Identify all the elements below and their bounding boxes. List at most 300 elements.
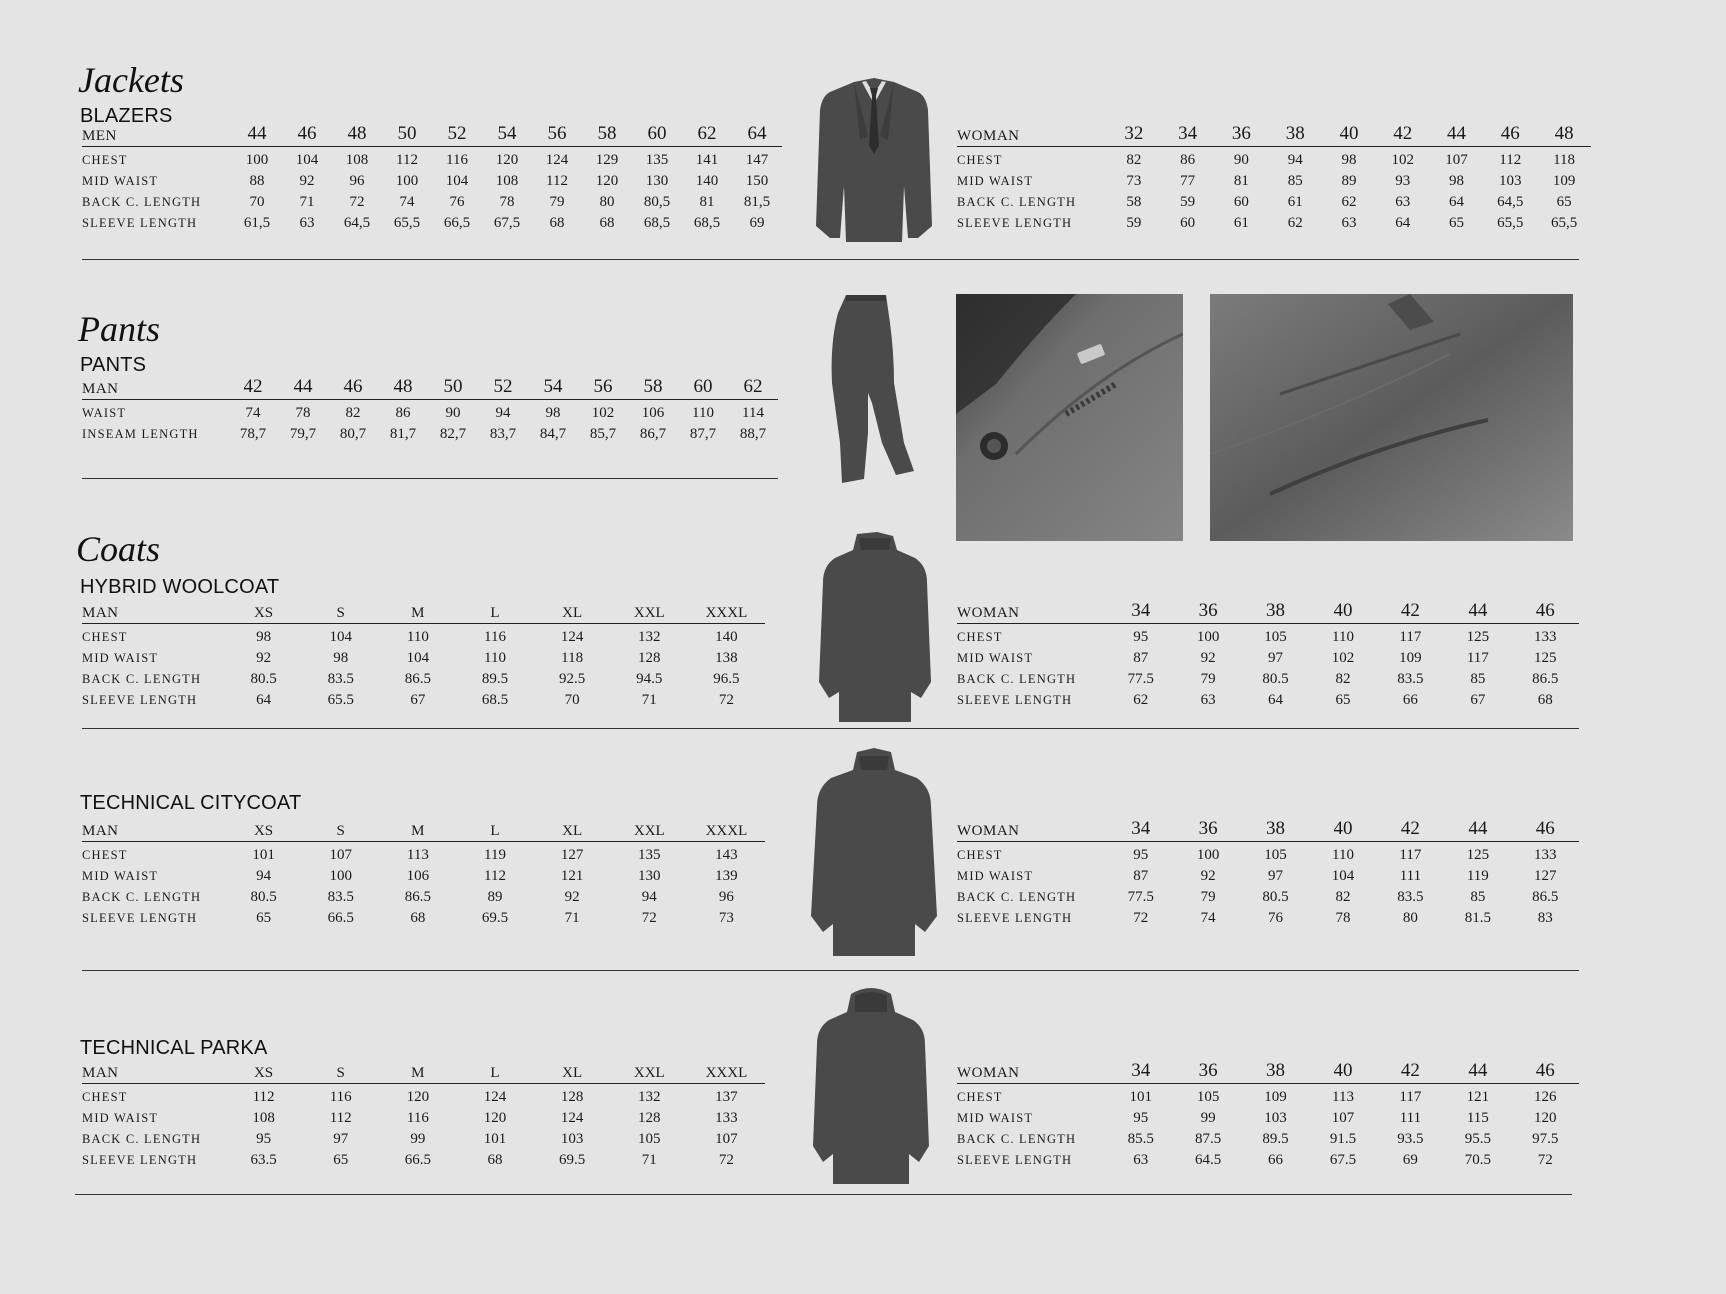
measurement-value: 69.5 xyxy=(481,910,509,926)
size-header-row xyxy=(957,120,1591,147)
gender-label: MAN xyxy=(82,373,228,400)
measurement-value: 104 xyxy=(445,173,469,189)
size-header: 44 xyxy=(1430,120,1484,147)
technical-parka-man-table xyxy=(82,1057,765,1171)
measurement-value: 64.5 xyxy=(1195,1152,1222,1168)
measurement-value: 98 xyxy=(1448,173,1464,189)
measurement-value: 150 xyxy=(745,173,769,189)
size-header: XS xyxy=(225,597,302,624)
measurement-value: 94 xyxy=(495,405,511,421)
measurement-value: 89 xyxy=(487,889,503,905)
measurement-value: 111 xyxy=(1399,868,1422,884)
measurement-value: 103 xyxy=(560,1131,584,1147)
measurement-value: 87 xyxy=(1133,650,1149,666)
measurement-value: 112 xyxy=(1499,152,1522,168)
size-header: 44 xyxy=(232,120,282,147)
measurement-label: BACK C. LENGTH xyxy=(82,890,202,904)
gender-label: WOMAN xyxy=(957,120,1107,147)
measurement-value: 92 xyxy=(299,173,315,189)
measurement-value: 68 xyxy=(599,215,615,231)
measurement-value: 110 xyxy=(692,405,714,421)
measurement-label: SLEEVE LENGTH xyxy=(957,693,1073,707)
measurement-value: 125 xyxy=(1534,650,1557,666)
measurement-value: 68 xyxy=(1537,692,1553,708)
measurement-label: BACK C. LENGTH xyxy=(82,672,202,686)
measurement-value: 99 xyxy=(1200,1110,1216,1126)
measurement-value: 69.5 xyxy=(559,1152,586,1168)
measurement-value: 118 xyxy=(561,650,584,666)
measurement-value: 141 xyxy=(695,152,719,168)
measurement-value: 135 xyxy=(645,152,669,168)
measurement-row xyxy=(82,1108,765,1129)
pants-icon xyxy=(828,293,916,483)
measurement-value: 86.5 xyxy=(404,889,431,905)
measurement-value: 92 xyxy=(564,889,580,905)
measurement-value: 87.5 xyxy=(1195,1131,1222,1147)
divider xyxy=(82,728,1579,729)
measurement-value: 104 xyxy=(329,629,352,645)
measurement-value: 128 xyxy=(560,1089,584,1105)
size-header: 34 xyxy=(1107,815,1174,842)
measurement-value: 127 xyxy=(1534,868,1557,884)
hybrid-woolcoat-man-table xyxy=(82,597,765,711)
measurement-value: 120 xyxy=(1534,1110,1557,1126)
measurement-value: 68 xyxy=(410,910,426,926)
size-header: 52 xyxy=(432,120,482,147)
fabric-pocket-photo xyxy=(1210,294,1573,541)
measurement-value: 112 xyxy=(484,868,506,884)
measurement-value: 70 xyxy=(564,692,580,708)
measurement-value: 98 xyxy=(256,629,272,645)
measurement-row xyxy=(82,400,778,425)
measurement-value: 74 xyxy=(399,194,415,210)
size-header-row xyxy=(82,120,782,147)
measurement-value: 86,7 xyxy=(639,426,667,442)
technical-parka-subtitle: TECHNICAL PARKA xyxy=(80,1037,268,1059)
size-header: 46 xyxy=(282,120,332,147)
measurement-row xyxy=(957,1150,1579,1171)
measurement-value: 132 xyxy=(638,629,661,645)
measurement-row xyxy=(82,171,782,192)
measurement-value: 147 xyxy=(745,152,769,168)
size-header: 40 xyxy=(1309,597,1376,624)
size-header: XXL xyxy=(611,597,688,624)
size-header: 44 xyxy=(1444,597,1511,624)
size-header: M xyxy=(379,815,456,842)
measurement-value: 80,5 xyxy=(643,194,671,210)
measurement-value: 64 xyxy=(1448,194,1464,210)
measurement-value: 116 xyxy=(329,1089,352,1105)
measurement-value: 103 xyxy=(1264,1110,1287,1126)
measurement-value: 109 xyxy=(1399,650,1422,666)
measurement-label: MID WAIST xyxy=(957,1111,1034,1125)
measurement-value: 100 xyxy=(1196,847,1220,863)
measurement-value: 115 xyxy=(1466,1110,1489,1126)
measurement-value: 90 xyxy=(1233,152,1249,168)
measurement-value: 81,7 xyxy=(389,426,417,442)
measurement-row xyxy=(957,1129,1579,1150)
size-header: 50 xyxy=(428,373,478,400)
size-header: 38 xyxy=(1242,597,1309,624)
measurement-value: 114 xyxy=(742,405,764,421)
measurement-value: 66,5 xyxy=(443,215,471,231)
measurement-value: 85,7 xyxy=(589,426,617,442)
measurement-value: 101 xyxy=(1129,1089,1152,1105)
measurement-value: 97.5 xyxy=(1532,1131,1559,1147)
measurement-row xyxy=(957,171,1591,192)
measurement-value: 98 xyxy=(545,405,561,421)
measurement-value: 76 xyxy=(449,194,465,210)
size-header: 34 xyxy=(1107,1057,1174,1084)
measurement-label: CHEST xyxy=(82,1090,128,1104)
size-header: 36 xyxy=(1174,1057,1241,1084)
measurement-value: 61 xyxy=(1287,194,1303,210)
measurement-value: 92.5 xyxy=(559,671,586,687)
blazer-icon xyxy=(812,76,936,242)
measurement-row xyxy=(82,192,782,213)
measurement-value: 79,7 xyxy=(289,426,317,442)
size-header: 54 xyxy=(482,120,532,147)
size-header: XS xyxy=(225,815,302,842)
measurement-value: 89.5 xyxy=(481,671,509,687)
measurement-value: 82,7 xyxy=(439,426,467,442)
measurement-value: 137 xyxy=(715,1089,738,1105)
measurement-value: 66 xyxy=(1402,692,1418,708)
gender-label: WOMAN xyxy=(957,597,1107,624)
measurement-value: 109 xyxy=(1264,1089,1287,1105)
measurement-value: 71 xyxy=(641,1152,657,1168)
measurement-value: 72 xyxy=(1537,1152,1553,1168)
measurement-value: 61 xyxy=(1233,215,1249,231)
measurement-value: 105 xyxy=(1196,1089,1220,1105)
measurement-value: 96 xyxy=(718,889,734,905)
measurement-label: CHEST xyxy=(82,848,128,862)
measurement-value: 99 xyxy=(410,1131,426,1147)
measurement-label: MID WAIST xyxy=(82,174,159,188)
measurement-value: 82 xyxy=(1126,152,1142,168)
size-header: 56 xyxy=(532,120,582,147)
measurement-value: 69 xyxy=(1402,1152,1418,1168)
measurement-value: 143 xyxy=(715,847,738,863)
measurement-value: 116 xyxy=(406,1110,429,1126)
hybrid-woolcoat-subtitle: HYBRID WOOLCOAT xyxy=(80,576,280,598)
measurement-value: 78 xyxy=(499,194,515,210)
measurement-value: 93 xyxy=(1395,173,1411,189)
measurement-value: 102 xyxy=(1331,650,1355,666)
measurement-value: 66.5 xyxy=(327,910,354,926)
measurement-value: 105 xyxy=(638,1131,661,1147)
measurement-value: 74 xyxy=(1200,910,1216,926)
pants-man-table xyxy=(82,373,778,445)
size-header: 46 xyxy=(1512,1057,1579,1084)
measurement-value: 124 xyxy=(545,152,569,168)
size-header: XXXL xyxy=(688,1057,765,1084)
hybrid-woolcoat-woman-table xyxy=(957,597,1579,711)
measurement-value: 107 xyxy=(1331,1110,1355,1126)
fabric-button-photo xyxy=(956,294,1183,541)
parka-icon xyxy=(811,986,931,1184)
size-header: 58 xyxy=(628,373,678,400)
measurement-value: 85 xyxy=(1470,889,1486,905)
measurement-value: 83.5 xyxy=(1397,671,1424,687)
measurement-row xyxy=(82,866,765,887)
measurement-value: 59 xyxy=(1180,194,1196,210)
measurement-value: 65,5 xyxy=(1497,215,1524,231)
measurement-row xyxy=(957,648,1579,669)
measurement-value: 140 xyxy=(715,629,738,645)
measurement-value: 96.5 xyxy=(713,671,740,687)
size-header: 42 xyxy=(1376,120,1430,147)
measurement-value: 119 xyxy=(484,847,506,863)
measurement-row xyxy=(82,1150,765,1171)
measurement-value: 86.5 xyxy=(404,671,431,687)
size-header: 62 xyxy=(682,120,732,147)
measurement-value: 64 xyxy=(1268,692,1284,708)
measurement-value: 67,5 xyxy=(493,215,521,231)
measurement-value: 89.5 xyxy=(1262,1131,1289,1147)
measurement-value: 104 xyxy=(295,152,319,168)
blazers-woman-table xyxy=(957,120,1591,234)
measurement-row xyxy=(957,213,1591,234)
measurement-value: 74 xyxy=(245,405,261,421)
measurement-label: BACK C. LENGTH xyxy=(957,672,1077,686)
measurement-value: 80 xyxy=(599,194,615,210)
size-header: L xyxy=(456,815,533,842)
size-header: 64 xyxy=(732,120,782,147)
measurement-row xyxy=(82,887,765,908)
size-header: XL xyxy=(534,1057,611,1084)
measurement-value: 118 xyxy=(1553,152,1576,168)
size-header-row xyxy=(82,597,765,624)
size-header: 56 xyxy=(578,373,628,400)
size-header: 48 xyxy=(1537,120,1591,147)
measurement-value: 78,7 xyxy=(239,426,267,442)
measurement-value: 80.5 xyxy=(1262,671,1289,687)
measurement-label: BACK C. LENGTH xyxy=(82,1132,202,1146)
measurement-value: 65 xyxy=(1448,215,1464,231)
size-header: 42 xyxy=(1377,1057,1444,1084)
measurement-value: 86 xyxy=(395,405,411,421)
measurement-value: 94 xyxy=(1287,152,1303,168)
size-header: 42 xyxy=(1377,815,1444,842)
measurement-value: 112 xyxy=(546,173,568,189)
measurement-row xyxy=(957,690,1579,711)
measurement-value: 113 xyxy=(406,847,429,863)
measurement-value: 78 xyxy=(1335,910,1351,926)
technical-parka-woman-table xyxy=(957,1057,1579,1171)
size-header: 52 xyxy=(478,373,528,400)
measurement-value: 133 xyxy=(1534,629,1557,645)
divider xyxy=(75,1194,1572,1195)
measurement-value: 110 xyxy=(1332,629,1354,645)
measurement-value: 125 xyxy=(1466,847,1490,863)
measurement-value: 109 xyxy=(1552,173,1576,189)
measurement-label: WAIST xyxy=(82,406,127,420)
measurement-value: 121 xyxy=(560,868,584,884)
size-header: M xyxy=(379,597,456,624)
measurement-value: 138 xyxy=(715,650,738,666)
measurement-value: 79 xyxy=(549,194,565,210)
measurement-label: SLEEVE LENGTH xyxy=(82,693,198,707)
size-header: M xyxy=(379,1057,456,1084)
measurement-value: 68.5 xyxy=(481,692,509,708)
measurement-value: 116 xyxy=(446,152,468,168)
measurement-value: 104 xyxy=(1331,868,1355,884)
measurement-value: 135 xyxy=(638,847,661,863)
measurement-value: 83 xyxy=(1537,910,1553,926)
measurement-value: 113 xyxy=(1332,1089,1354,1105)
size-header: S xyxy=(302,815,379,842)
measurement-value: 65.5 xyxy=(327,692,354,708)
measurement-value: 67 xyxy=(1470,692,1486,708)
measurement-value: 66.5 xyxy=(404,1152,431,1168)
measurement-value: 130 xyxy=(645,173,669,189)
measurement-value: 77.5 xyxy=(1127,889,1154,905)
blazers-men-table xyxy=(82,120,782,234)
measurement-row xyxy=(957,192,1591,213)
measurement-row xyxy=(82,669,765,690)
measurement-value: 97 xyxy=(1268,868,1284,884)
coats-heading: Coats xyxy=(76,529,161,569)
measurement-value: 87,7 xyxy=(689,426,717,442)
woolcoat-icon xyxy=(815,532,935,722)
measurement-value: 63 xyxy=(1341,215,1357,231)
measurement-label: MID WAIST xyxy=(82,869,159,883)
measurement-row xyxy=(957,866,1579,887)
size-header: 54 xyxy=(528,373,578,400)
measurement-value: 120 xyxy=(595,173,619,189)
divider xyxy=(82,259,1579,260)
measurement-value: 63 xyxy=(299,215,315,231)
measurement-value: 110 xyxy=(484,650,506,666)
measurement-value: 88 xyxy=(249,173,265,189)
measurement-label: BACK C. LENGTH xyxy=(82,195,202,209)
size-header: S xyxy=(302,597,379,624)
measurement-value: 72 xyxy=(718,692,734,708)
measurement-label: MID WAIST xyxy=(957,651,1034,665)
measurement-value: 68,5 xyxy=(643,215,671,231)
measurement-value: 120 xyxy=(495,152,519,168)
size-header: 48 xyxy=(378,373,428,400)
measurement-value: 81.5 xyxy=(1464,910,1491,926)
measurement-value: 70.5 xyxy=(1464,1152,1491,1168)
measurement-value: 63 xyxy=(1200,692,1216,708)
measurement-value: 79 xyxy=(1200,889,1216,905)
measurement-value: 107 xyxy=(715,1131,738,1147)
size-header: 42 xyxy=(1377,597,1444,624)
gender-label: WOMAN xyxy=(957,1057,1107,1084)
measurement-value: 65,5 xyxy=(393,215,421,231)
gender-label: MAN xyxy=(82,1057,225,1084)
size-header: XXXL xyxy=(688,815,765,842)
measurement-value: 92 xyxy=(1200,650,1216,666)
measurement-value: 95 xyxy=(1133,1110,1149,1126)
size-header: 46 xyxy=(1512,815,1579,842)
measurement-row xyxy=(82,424,778,445)
measurement-label: SLEEVE LENGTH xyxy=(82,911,198,925)
measurement-value: 80.5 xyxy=(250,889,277,905)
measurement-value: 64 xyxy=(256,692,272,708)
measurement-value: 128 xyxy=(638,650,661,666)
measurement-value: 70 xyxy=(249,194,265,210)
measurement-value: 92 xyxy=(1200,868,1216,884)
measurement-value: 117 xyxy=(1399,847,1422,863)
measurement-label: INSEAM LENGTH xyxy=(82,427,199,441)
measurement-value: 111 xyxy=(1399,1110,1422,1126)
measurement-value: 97 xyxy=(333,1131,349,1147)
size-header-row xyxy=(957,1057,1579,1084)
size-header: XL xyxy=(534,815,611,842)
measurement-row xyxy=(957,624,1579,649)
measurement-row xyxy=(82,908,765,929)
measurement-value: 79 xyxy=(1200,671,1216,687)
measurement-value: 82 xyxy=(345,405,361,421)
measurement-value: 85 xyxy=(1470,671,1486,687)
measurement-value: 66 xyxy=(1268,1152,1284,1168)
size-header: 40 xyxy=(1309,1057,1376,1084)
measurement-label: SLEEVE LENGTH xyxy=(957,911,1073,925)
measurement-value: 125 xyxy=(1466,629,1490,645)
measurement-value: 86.5 xyxy=(1532,671,1559,687)
measurement-value: 126 xyxy=(1534,1089,1557,1105)
measurement-value: 94 xyxy=(641,889,657,905)
measurement-label: MID WAIST xyxy=(957,174,1034,188)
size-header: 32 xyxy=(1107,120,1161,147)
measurement-row xyxy=(82,1084,765,1109)
measurement-value: 101 xyxy=(252,847,275,863)
size-header: 44 xyxy=(1444,815,1511,842)
size-header: 46 xyxy=(1483,120,1537,147)
size-header: XXL xyxy=(611,815,688,842)
measurement-value: 83.5 xyxy=(327,671,354,687)
size-header: 38 xyxy=(1268,120,1322,147)
measurement-value: 98 xyxy=(333,650,349,666)
measurement-value: 62 xyxy=(1287,215,1303,231)
size-header: L xyxy=(456,1057,533,1084)
size-header-row xyxy=(82,373,778,400)
size-header: 46 xyxy=(1512,597,1579,624)
size-header: 38 xyxy=(1242,1057,1309,1084)
measurement-value: 67 xyxy=(410,692,426,708)
size-header: XS xyxy=(225,1057,302,1084)
measurement-value: 98 xyxy=(1341,152,1357,168)
measurement-value: 124 xyxy=(560,629,584,645)
measurement-value: 64 xyxy=(1395,215,1411,231)
measurement-label: CHEST xyxy=(957,153,1003,167)
size-header-row xyxy=(957,597,1579,624)
measurement-value: 105 xyxy=(1264,629,1287,645)
measurement-value: 94 xyxy=(256,868,272,884)
measurement-value: 68 xyxy=(487,1152,503,1168)
measurement-value: 71 xyxy=(564,910,580,926)
measurement-value: 95 xyxy=(256,1131,272,1147)
measurement-value: 65 xyxy=(1556,194,1572,210)
measurement-value: 72 xyxy=(1133,910,1149,926)
size-header: XXXL xyxy=(688,597,765,624)
measurement-value: 112 xyxy=(396,152,418,168)
measurement-value: 85.5 xyxy=(1127,1131,1154,1147)
measurement-value: 68,5 xyxy=(693,215,721,231)
measurement-value: 116 xyxy=(484,629,506,645)
divider xyxy=(82,478,778,479)
measurement-value: 81,5 xyxy=(743,194,771,210)
measurement-value: 117 xyxy=(1466,650,1489,666)
measurement-value: 81 xyxy=(699,194,715,210)
blazers-subtitle: BLAZERS xyxy=(80,105,173,127)
measurement-value: 82 xyxy=(1335,889,1351,905)
measurement-value: 78 xyxy=(295,405,311,421)
size-header: 62 xyxy=(728,373,778,400)
